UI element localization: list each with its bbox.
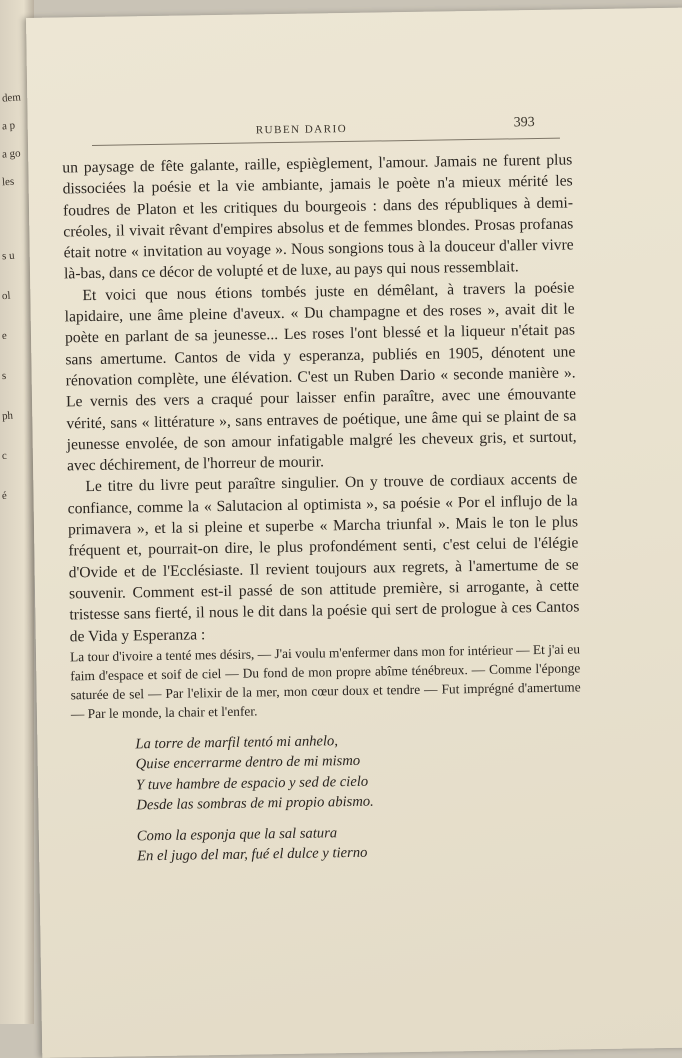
margin-fragment: ph xyxy=(1,409,14,423)
poem-line: Quise encerrarme dentro de mi mismo xyxy=(135,753,361,773)
poem-line: Desde las sombras de mi propio abismo. xyxy=(136,793,374,814)
paragraph-3: Le titre du livre peut paraître singulier. On y trouve de cordiaux accents de confiance, comme la « Salutacion al optimista », sa poésie « Por el influjo de la primavera », et la si pleine et superbe « Marcha triunfal ». Mais le ton le plus fréquent et, pourrait-on dire, le plus profondément senti, c'est celui de l'élégie d'Ovide et de l'Ecclésiaste. Il revient toujours aux regrets, à l'amertume de se souvenir. Comment est-il passé de son attitude première, si arrogante, à cette tristesse sans fierté, il nous le dit dans la poésie qui sert de prologue à ces Cantos de Vida y Esperanza : xyxy=(67,470,580,645)
spanish-poem xyxy=(135,727,583,867)
page-body xyxy=(62,149,583,868)
poem-line: Como la esponja que la sal satura xyxy=(136,825,338,845)
book-page xyxy=(26,8,682,1058)
margin-fragment: dem xyxy=(1,91,22,105)
french-translation-quote: La tour d'ivoire a tenté mes désirs, — J'ai voulu m'enfermer dans mon for intérieur — Et j'ai eu faim d'espace et soif de ciel — Du fond de mon propre abîme ténébreux. — Comme l'éponge saturée de sel — Par l'elixir de la mer, mon cœur doux et tendre — Fut imprégné d'amertume — Par le monde, la chair et l'enfer. xyxy=(69,641,581,722)
running-title: RUBEN DARIO xyxy=(255,122,348,137)
poem-line: La torre de marfil tentó mi anhelo, xyxy=(135,733,339,753)
margin-fragment: e xyxy=(1,329,8,343)
page-number: 393 xyxy=(513,115,535,131)
margin-fragment: c xyxy=(1,449,8,463)
margin-fragment: a go xyxy=(1,147,22,161)
margin-fragment: a p xyxy=(1,119,16,133)
poem-line: En el jugo del mar, fué el dulce y tierno xyxy=(137,845,368,865)
margin-fragment: s xyxy=(1,369,7,383)
header-rule xyxy=(92,138,560,146)
margin-fragment: les xyxy=(1,175,15,189)
margin-fragment: é xyxy=(1,489,8,503)
margin-fragment: ol xyxy=(1,289,11,303)
poem-line: Y tuve hambre de espacio y sed de cielo xyxy=(135,773,369,794)
paragraph-2: Et voici que nous étions tombés juste en démêlant, à travers la poésie lapidaire, une âme pleine d'aveux. « Du champagne et des roses », avait dit le poète en parlant de sa jeunesse... Les roses l'ont blessé et la liqueur n'était pas sans amertume. Cantos de vida y esperanza, publiés en 1905, dénotent une rénovation complète, une élévation. C'est un Ruben Dario « seconde manière ». Le vernis des vers a craqué pour laisser enfin paraître, avec une émouvante vérité, sans « littérature », sans entraves de poétique, une âme qui se plaint de sa jeunesse envolée, de son amour infatigable malgré les cheveux gris, et surtout, avec déchirement, de l'horreur de mourir. xyxy=(64,279,577,475)
paragraph-1: un paysage de fête galante, raille, espièglement, l'amour. Jamais ne furent plus dissociées la poésie et la vie ambiante, jamais le poète n'a mieux mérité les foudres de Platon et les critiques du bourgeois : dans des républiques à demi-créoles, il vivait rêvant d'empires absolus et de femmes blondes. Prosas profanas était notre « invitation au voyage ». Nous songions tous à la douceur d'aller vivre là-bas, dans ce décor de volupté et de luxe, au pays qui nous ressemblait. xyxy=(62,151,574,283)
margin-fragment: s u xyxy=(1,249,15,263)
